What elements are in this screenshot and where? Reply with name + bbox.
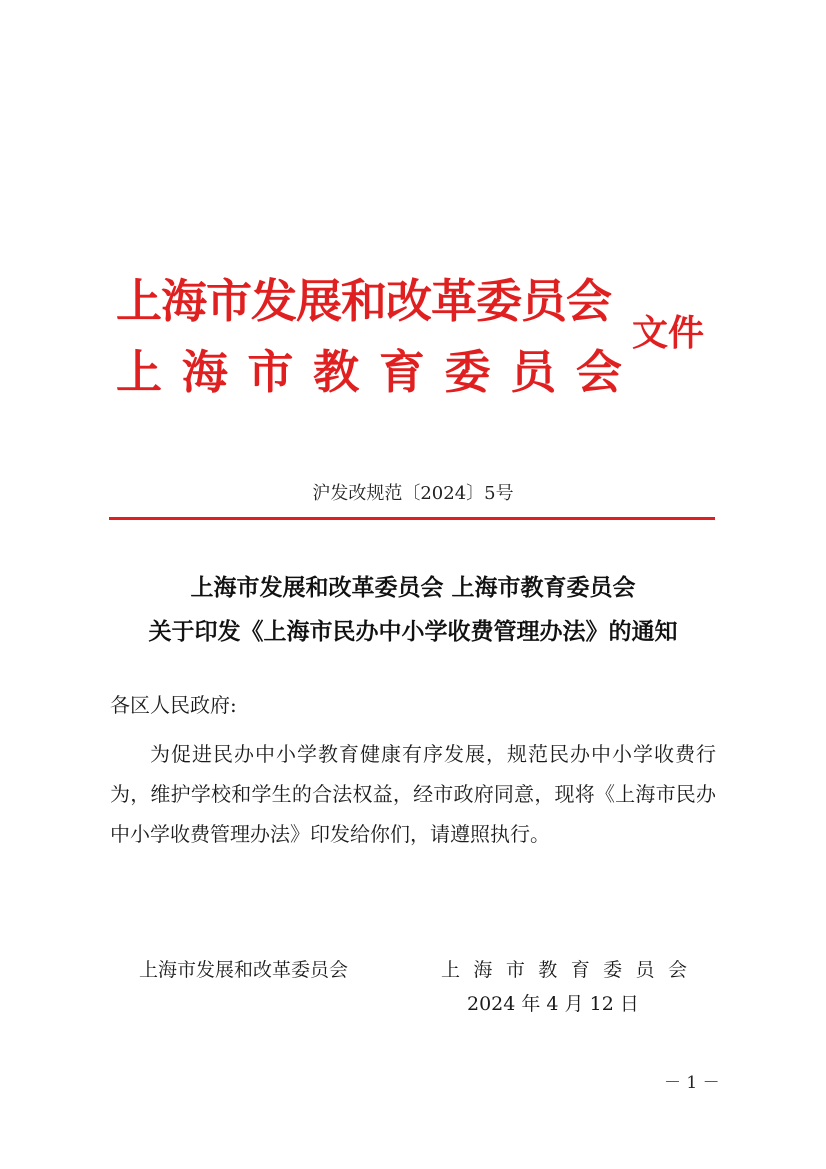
signature-org-char: 委 — [603, 959, 623, 981]
signature-org-char: 教 — [538, 959, 558, 981]
doc-number: 沪发改规范〔2024〕5号 — [312, 483, 514, 504]
header-org-char: 育 — [378, 345, 425, 399]
signature-date: 2024 年 4 月 12 日 — [467, 993, 639, 1015]
signature-org-2 — [441, 957, 687, 983]
page-number: － 1 － — [664, 1073, 720, 1093]
signature-org-char: 员 — [635, 959, 655, 981]
signature-org-char: 育 — [570, 959, 590, 981]
header-org-char: 委 — [444, 345, 491, 399]
doc-title-line-2: 关于印发《上海市民办中小学收费管理办法》的通知 — [148, 618, 678, 645]
signature-org-char: 市 — [505, 959, 525, 981]
signature-org-1: 上海市发展和改革委员会 — [139, 959, 349, 981]
body-paragraph: 为促进民办中小学教育健康有序发展，规范民办中小学收费行为，维护学校和学生的合法权益，经市政府同意，现将《上海市民办中小学收费管理办法》印发给你们，请遵照执行。 — [110, 742, 716, 846]
header-org-line-2 — [116, 345, 622, 399]
header-org-char: 员 — [510, 345, 557, 399]
signature-org-char: 海 — [473, 959, 493, 981]
header-org-line-1: 上海市发展和改革委员会 — [116, 274, 611, 328]
salutation: 各区人民政府: — [110, 693, 237, 717]
header-org-char: 教 — [313, 345, 360, 399]
red-divider — [109, 517, 715, 520]
header-org-char: 市 — [247, 345, 294, 399]
doc-title-line-1: 上海市发展和改革委员会 上海市教育委员会 — [190, 574, 636, 601]
header-doc-suffix: 文件 — [632, 312, 705, 354]
header-org-char: 海 — [181, 345, 228, 399]
header-org-char: 会 — [575, 345, 622, 399]
signature-org-char: 上 — [441, 959, 461, 981]
signature-org-char: 会 — [667, 959, 687, 981]
header-org-char: 上 — [116, 345, 162, 399]
